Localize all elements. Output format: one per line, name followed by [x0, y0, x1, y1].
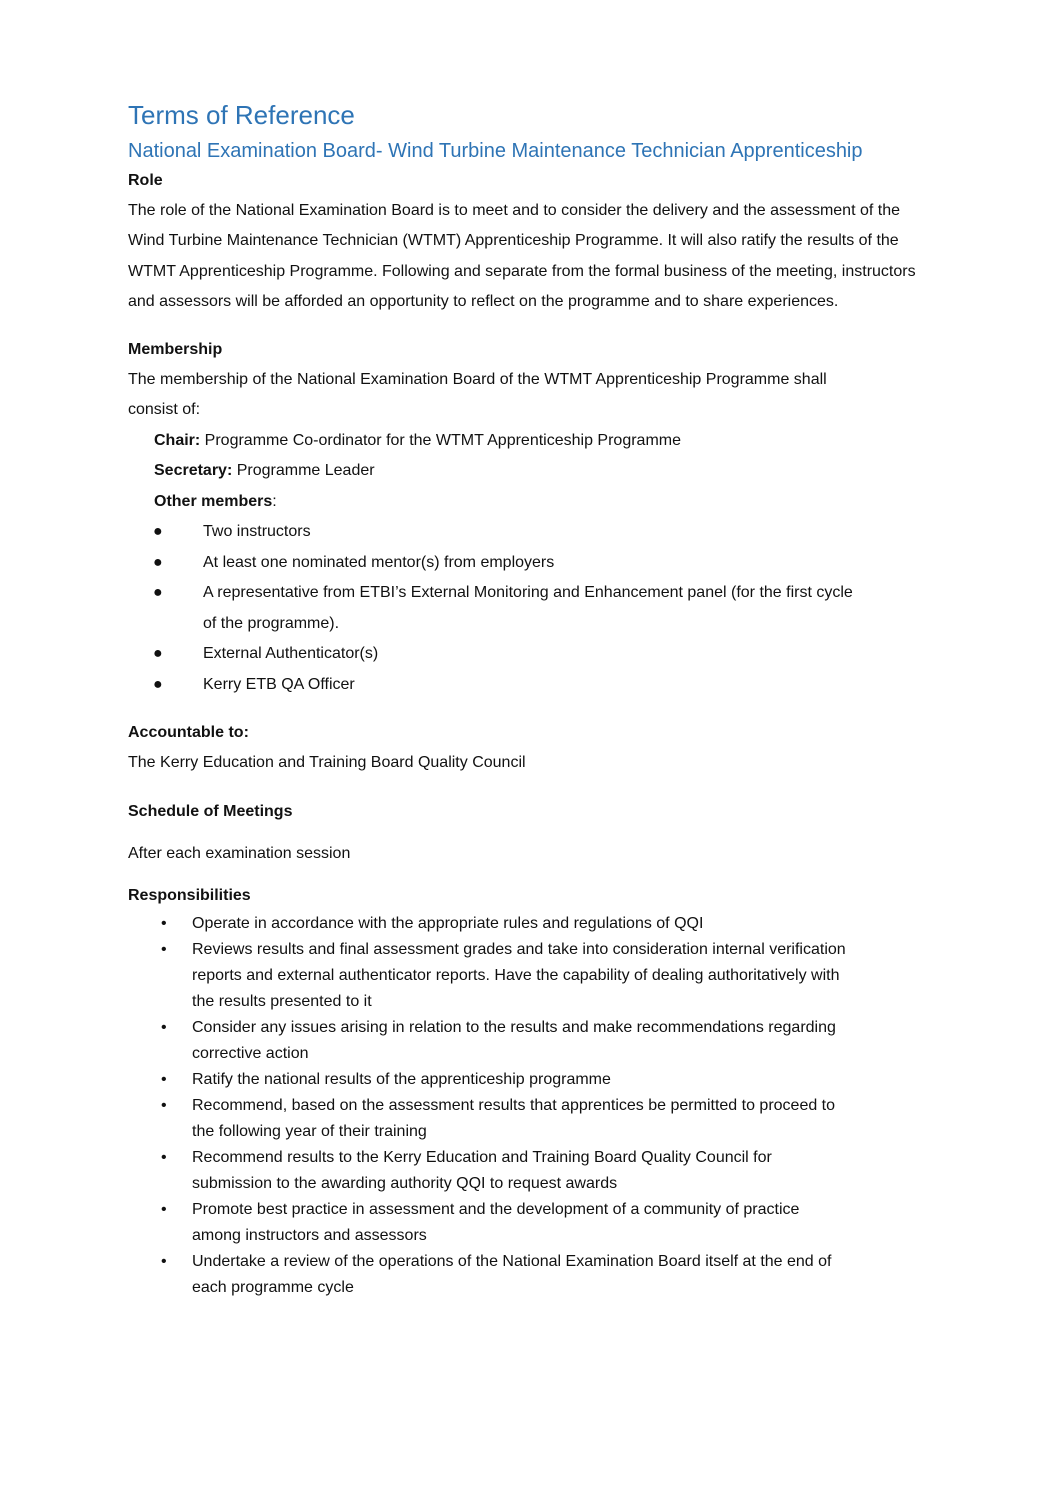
list-item	[128, 1093, 918, 1145]
responsibility-text: Ratify the national results of the apprenticeship programme	[192, 1070, 611, 1088]
other-members-line	[128, 487, 918, 518]
bullet-icon: ●	[153, 523, 163, 541]
responsibility-text: Recommend, based on the assessment results that apprentices be permitted to proceed to the following year of their training	[192, 1096, 836, 1140]
bullet-icon: •	[161, 1070, 167, 1088]
bullet-icon: ●	[153, 553, 163, 571]
bullet-icon: •	[161, 940, 167, 958]
schedule-text: After each examination session	[128, 844, 351, 862]
member-text: Kerry ETB QA Officer	[203, 675, 355, 693]
document-title: Terms of Reference	[128, 100, 355, 130]
membership-section	[128, 335, 918, 700]
responsibilities-heading: Responsibilities	[128, 886, 251, 904]
secretary-line	[128, 456, 918, 487]
responsibility-text: Recommend results to the Kerry Education and Training Board Quality Council for submission to the awarding authority QQI to request awards	[192, 1148, 772, 1192]
member-text: External Authenticator(s)	[203, 645, 379, 663]
list-item	[128, 1249, 918, 1301]
bullet-icon: •	[161, 1096, 167, 1114]
list-item	[128, 578, 918, 639]
bullet-icon: •	[161, 1148, 167, 1166]
bullet-icon: ●	[153, 675, 163, 693]
secretary-value: Programme Leader	[232, 462, 375, 480]
role-section	[128, 166, 918, 317]
responsibility-text: Promote best practice in assessment and the development of a community of practice among instructors and assessors	[192, 1200, 800, 1244]
accountable-section	[128, 718, 918, 778]
chair-line	[128, 426, 918, 457]
bullet-icon: •	[161, 1252, 167, 1270]
chair-label: Chair:	[154, 431, 201, 449]
chair-value: Programme Co-ordinator for the WTMT Apprenticeship Programme	[200, 431, 681, 449]
document-page	[128, 98, 918, 1301]
responsibility-text: Consider any issues arising in relation to the results and make recommendations regarding corrective action	[192, 1018, 836, 1062]
role-heading: Role	[128, 172, 163, 189]
member-text: Two instructors	[203, 523, 311, 541]
schedule-heading: Schedule of Meetings	[128, 802, 293, 820]
list-item	[128, 1067, 918, 1093]
responsibility-text: Operate in accordance with the appropriate rules and regulations of QQI	[192, 914, 704, 932]
members-list	[128, 517, 918, 700]
responsibility-text: Reviews results and final assessment grades and take into consideration internal verification reports and external authenticator reports. Have the capability of dealing authoritatively with the results presented to it	[192, 940, 846, 1010]
list-item	[128, 937, 918, 1015]
member-text: At least one nominated mentor(s) from employers	[203, 553, 555, 571]
schedule-section	[128, 797, 918, 869]
bullet-icon: •	[161, 1200, 167, 1218]
list-item	[128, 1015, 918, 1067]
accountable-heading: Accountable to:	[128, 724, 249, 742]
list-item	[128, 517, 918, 548]
bullet-icon: ●	[153, 645, 163, 663]
role-text: The role of the National Examination Board is to meet and to consider the delivery and the assessment of the Wind Turbine Maintenance Technician (WTMT) Apprenticeship Programme. It will also ratify the results of the WTMT Apprenticeship Programme. Following and separate from the formal business of the meeting, instructors and assessors will be afforded an opportunity to reflect on the programme and to share experiences.	[128, 202, 916, 310]
accountable-text: The Kerry Education and Training Board Quality Council	[128, 754, 526, 772]
other-members-suffix: :	[272, 492, 277, 510]
bullet-icon: •	[161, 914, 167, 932]
member-text: A representative from ETBI’s External Monitoring and Enhancement panel (for the first cycle of the programme).	[203, 584, 853, 632]
list-item	[128, 639, 918, 670]
list-item	[128, 670, 918, 701]
responsibilities-section	[128, 881, 918, 1301]
responsibility-text: Undertake a review of the operations of the National Examination Board itself at the end of each programme cycle	[192, 1252, 832, 1296]
responsibilities-list	[128, 911, 918, 1301]
secretary-label: Secretary:	[154, 462, 233, 480]
bullet-icon: •	[161, 1018, 167, 1036]
list-item	[128, 548, 918, 579]
other-members-label: Other members	[154, 492, 273, 510]
membership-heading: Membership	[128, 341, 223, 359]
document-subtitle: National Examination Board- Wind Turbine Maintenance Technician Apprenticeship	[128, 140, 863, 162]
list-item	[128, 1145, 918, 1197]
list-item	[128, 1197, 918, 1249]
membership-intro: The membership of the National Examination Board of the WTMT Apprenticeship Programme shall consist of:	[128, 371, 827, 419]
bullet-icon: ●	[153, 584, 163, 602]
list-item	[128, 911, 918, 937]
